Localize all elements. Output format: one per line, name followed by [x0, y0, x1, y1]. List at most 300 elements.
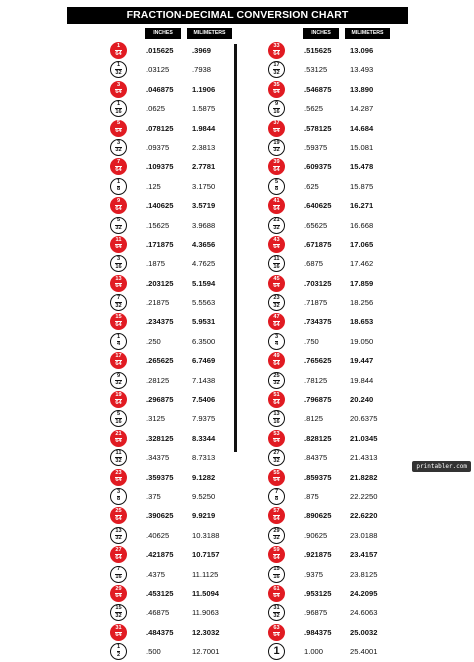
fraction-numerator: 5	[274, 178, 279, 185]
fraction-denominator: 64	[273, 283, 280, 290]
millimeter-value: 18.256	[348, 293, 375, 312]
fraction-numerator: 11	[115, 236, 122, 243]
fraction-numerator: 11	[115, 450, 122, 457]
inch-value: .6875	[302, 254, 325, 273]
fraction-badge	[110, 372, 127, 389]
fraction-numerator: 39	[273, 159, 280, 166]
inch-value: .125	[144, 177, 163, 196]
fraction-denominator: 32	[115, 302, 122, 309]
fraction-denominator: 64	[115, 166, 122, 173]
fraction-numerator: 19	[273, 139, 280, 146]
fraction-badge	[110, 255, 127, 272]
fraction-denominator: 32	[273, 457, 280, 464]
fraction-denominator: 64	[273, 89, 280, 96]
millimeter-value: 3.1750	[190, 177, 217, 196]
fraction-badge	[110, 158, 127, 175]
fraction-badge	[110, 100, 127, 117]
fraction-badge	[110, 313, 127, 330]
fraction-denominator: 64	[273, 360, 280, 367]
inch-value: .359375	[144, 468, 175, 487]
fraction-denominator: 32	[273, 535, 280, 542]
fraction-denominator: 64	[115, 50, 122, 57]
fraction-numerator: 41	[273, 198, 280, 205]
fraction-badge	[110, 585, 127, 602]
fraction-denominator: 64	[115, 515, 122, 522]
millimeter-value: 10.3188	[190, 526, 221, 545]
fraction-denominator: 32	[115, 535, 122, 542]
millimeter-value: 7.5406	[190, 390, 217, 409]
fraction-badge	[268, 527, 285, 544]
inch-value: .796875	[302, 390, 333, 409]
millimeter-value: 10.7157	[190, 545, 221, 564]
fraction-denominator: 64	[273, 205, 280, 212]
millimeter-value: 13.493	[348, 60, 375, 79]
fraction-numerator: 25	[273, 372, 280, 379]
fraction-denominator: 64	[115, 283, 122, 290]
fraction-badge	[268, 61, 285, 78]
millimeter-value: 20.240	[348, 390, 375, 409]
millimeter-value: 13.096	[348, 41, 375, 60]
fraction-badge	[110, 488, 127, 505]
fraction-denominator: 16	[115, 418, 122, 425]
inch-value: .453125	[144, 584, 175, 603]
fraction-denominator: 64	[115, 593, 122, 600]
inch-value: .500	[144, 642, 163, 661]
millimeter-value: .3969	[190, 41, 213, 60]
inch-value: .578125	[302, 119, 333, 138]
fraction-badge	[110, 61, 127, 78]
fraction-badge	[110, 566, 127, 583]
millimeter-value: 22.2250	[348, 487, 379, 506]
inch-value: .15625	[144, 216, 171, 235]
millimeter-value: 23.4157	[348, 545, 379, 564]
fraction-numerator: 7	[274, 488, 279, 495]
fraction-denominator: 32	[273, 380, 280, 387]
fraction-denominator: 64	[273, 632, 280, 639]
millimeter-value: 9.9219	[190, 506, 217, 525]
fraction-denominator: 16	[273, 108, 280, 115]
inch-value: .40625	[144, 526, 171, 545]
fraction-badge	[268, 469, 285, 486]
fraction-denominator: 32	[273, 612, 280, 619]
fraction-badge	[110, 333, 127, 350]
inch-value: .671875	[302, 235, 333, 254]
millimeters-header: MILIMETERS	[345, 28, 390, 39]
fraction-badge	[268, 643, 285, 660]
millimeter-value: 4.7625	[190, 254, 217, 273]
fraction-numerator: 59	[273, 547, 280, 554]
inch-value: .46875	[144, 603, 171, 622]
fraction-denominator: 64	[115, 438, 122, 445]
inch-value: .250	[144, 332, 163, 351]
fraction-denominator: 32	[115, 69, 122, 76]
fraction-denominator: 32	[115, 225, 122, 232]
fraction-badge	[268, 604, 285, 621]
millimeter-value: 19.050	[348, 332, 375, 351]
fraction-badge	[268, 488, 285, 505]
fraction-numerator: 17	[273, 62, 280, 69]
inch-value: .390625	[144, 506, 175, 525]
fraction-numerator: 15	[115, 605, 122, 612]
fraction-denominator: 64	[273, 438, 280, 445]
fraction-badge	[110, 275, 127, 292]
inch-value: .4375	[144, 565, 167, 584]
millimeter-value: 22.6220	[348, 506, 379, 525]
fraction-denominator: 64	[115, 321, 122, 328]
inch-value: .703125	[302, 274, 333, 293]
inch-value: .765625	[302, 351, 333, 370]
millimeter-value: .7938	[190, 60, 213, 79]
watermark: printabler.com	[412, 461, 471, 472]
inch-value: .546875	[302, 80, 333, 99]
fraction-numerator: 3	[116, 488, 121, 495]
fraction-badge	[268, 139, 285, 156]
fraction-numerator: 9	[116, 198, 121, 205]
fraction-denominator: 32	[273, 69, 280, 76]
fraction-badge	[268, 42, 285, 59]
inch-value: .8125	[302, 409, 325, 428]
fraction-numerator: 27	[273, 450, 280, 457]
inch-value: .984375	[302, 623, 333, 642]
millimeter-value: 4.3656	[190, 235, 217, 254]
fraction-badge	[110, 352, 127, 369]
millimeter-value: 12.3032	[190, 623, 221, 642]
fraction-numerator: 53	[273, 430, 280, 437]
inch-value: .640625	[302, 196, 333, 215]
millimeter-value: 24.6063	[348, 603, 379, 622]
millimeter-value: 9.5250	[190, 487, 217, 506]
fraction-numerator: 7	[116, 294, 121, 301]
inch-value: .5625	[302, 99, 325, 118]
millimeter-value: 20.6375	[348, 409, 379, 428]
millimeter-value: 23.8125	[348, 565, 379, 584]
inch-value: .890625	[302, 506, 333, 525]
fraction-badge	[268, 410, 285, 427]
millimeter-value: 23.0188	[348, 526, 379, 545]
inch-value: .750	[302, 332, 321, 351]
fraction-numerator: 21	[115, 430, 122, 437]
fraction-numerator: 5	[116, 411, 121, 418]
millimeter-value: 25.4001	[348, 642, 379, 661]
inch-value: .9375	[302, 565, 325, 584]
inches-header: INCHES	[145, 28, 181, 39]
inch-value: .046875	[144, 80, 175, 99]
fraction-numerator: 9	[274, 101, 279, 108]
inch-value: .53125	[302, 60, 329, 79]
inch-value: .140625	[144, 196, 175, 215]
fraction-denominator: 64	[273, 593, 280, 600]
fraction-denominator: 64	[115, 89, 122, 96]
inch-value: .734375	[302, 312, 333, 331]
inch-value: .484375	[144, 623, 175, 642]
fraction-badge	[110, 197, 127, 214]
inch-value: .234375	[144, 312, 175, 331]
fraction-denominator: 64	[115, 477, 122, 484]
fraction-denominator: 64	[273, 554, 280, 561]
millimeter-value: 16.271	[348, 196, 375, 215]
fraction-badge	[110, 469, 127, 486]
fraction-numerator: 15	[115, 314, 122, 321]
fraction-numerator: 35	[273, 81, 280, 88]
fraction-numerator: 1	[116, 62, 121, 69]
millimeter-value: 1.5875	[190, 99, 217, 118]
fraction-denominator: 8	[274, 186, 279, 193]
fraction-badge	[268, 294, 285, 311]
millimeter-value: 21.4313	[348, 448, 379, 467]
fraction-badge	[268, 255, 285, 272]
fraction-numerator: 29	[273, 527, 280, 534]
fraction-numerator: 31	[115, 624, 122, 631]
fraction-numerator: 13	[115, 275, 122, 282]
column-divider	[234, 44, 237, 452]
fraction-numerator: 11	[273, 256, 280, 263]
fraction-numerator: 45	[273, 275, 280, 282]
fraction-badge	[110, 449, 127, 466]
fraction-denominator: 32	[115, 380, 122, 387]
fraction-denominator: 16	[273, 574, 280, 581]
fraction-denominator: 2	[116, 651, 121, 658]
millimeter-value: 1.9844	[190, 119, 217, 138]
inch-value: .828125	[302, 429, 333, 448]
fraction-denominator: 8	[274, 496, 279, 503]
fraction-badge	[268, 178, 285, 195]
fraction-badge	[110, 236, 127, 253]
fraction-denominator: 64	[273, 515, 280, 522]
inch-value: .203125	[144, 274, 175, 293]
millimeter-value: 21.8282	[348, 468, 379, 487]
fraction-numerator: 63	[273, 624, 280, 631]
fraction-denominator: 32	[115, 457, 122, 464]
millimeter-value: 11.9063	[190, 603, 221, 622]
inch-value: .421875	[144, 545, 175, 564]
inch-value: .84375	[302, 448, 329, 467]
fraction-badge	[268, 372, 285, 389]
fraction-badge	[268, 100, 285, 117]
inch-value: .71875	[302, 293, 329, 312]
fraction-numerator: 13	[115, 527, 122, 534]
inch-value: 1.000	[302, 642, 325, 661]
fraction-badge	[110, 546, 127, 563]
fraction-numerator: 3	[274, 333, 279, 340]
inch-value: .09375	[144, 138, 171, 157]
inch-value: .375	[144, 487, 163, 506]
millimeter-value: 21.0345	[348, 429, 379, 448]
fraction-numerator: 57	[273, 508, 280, 515]
fraction-denominator: 64	[273, 477, 280, 484]
inch-value: .3125	[144, 409, 167, 428]
millimeter-value: 15.081	[348, 138, 375, 157]
inches-header: INCHES	[303, 28, 339, 39]
fraction-denominator: 64	[273, 399, 280, 406]
fraction-denominator: 64	[115, 244, 122, 251]
fraction-numerator: 49	[273, 353, 280, 360]
inch-value: .03125	[144, 60, 171, 79]
inch-value: .59375	[302, 138, 329, 157]
fraction-denominator: 16	[115, 263, 122, 270]
millimeter-value: 12.7001	[190, 642, 221, 661]
inch-value: .78125	[302, 371, 329, 390]
fraction-badge	[268, 352, 285, 369]
millimeter-value: 9.1282	[190, 468, 217, 487]
inch-value: .953125	[302, 584, 333, 603]
fraction-numerator: 3	[116, 139, 121, 146]
fraction-badge	[268, 449, 285, 466]
inch-value: .34375	[144, 448, 171, 467]
fraction-denominator: 64	[273, 50, 280, 57]
chart-title: FRACTION-DECIMAL CONVERSION CHART	[67, 7, 408, 24]
fraction-denominator: 64	[115, 632, 122, 639]
millimeter-value: 15.875	[348, 177, 375, 196]
inch-value: .015625	[144, 41, 175, 60]
fraction-denominator: 64	[115, 399, 122, 406]
fraction-numerator: 33	[273, 42, 280, 49]
fraction-denominator: 16	[273, 418, 280, 425]
fraction-numerator: 21	[273, 217, 280, 224]
fraction-badge	[110, 507, 127, 524]
fraction-denominator: 16	[115, 108, 122, 115]
fraction-denominator: 64	[115, 360, 122, 367]
millimeter-value: 19.844	[348, 371, 375, 390]
millimeter-value: 17.462	[348, 254, 375, 273]
fraction-denominator: 32	[273, 302, 280, 309]
millimeter-value: 8.7313	[190, 448, 217, 467]
inch-value: .96875	[302, 603, 329, 622]
fraction-numerator: 3	[116, 81, 121, 88]
millimeter-value: 6.3500	[190, 332, 217, 351]
fraction-denominator: 4	[116, 341, 121, 348]
fraction-denominator: 64	[273, 166, 280, 173]
millimeters-header: MILIMETERS	[187, 28, 232, 39]
fraction-denominator: 4	[274, 341, 279, 348]
millimeter-value: 7.9375	[190, 409, 217, 428]
fraction-denominator: 32	[273, 147, 280, 154]
inch-value: .21875	[144, 293, 171, 312]
millimeter-value: 8.3344	[190, 429, 217, 448]
fraction-badge	[268, 391, 285, 408]
fraction-badge	[110, 527, 127, 544]
fraction-badge	[110, 42, 127, 59]
millimeter-value: 11.5094	[190, 584, 221, 603]
fraction-badge	[268, 566, 285, 583]
fraction-badge	[110, 643, 127, 660]
fraction-badge	[110, 391, 127, 408]
fraction-badge	[268, 333, 285, 350]
fraction-numerator: 15	[273, 566, 280, 573]
fraction-numerator: 1	[116, 101, 121, 108]
fraction-denominator: 8	[116, 496, 121, 503]
fraction-numerator: 51	[273, 391, 280, 398]
millimeter-value: 17.859	[348, 274, 375, 293]
fraction-numerator: 25	[115, 508, 122, 515]
inch-value: .875	[302, 487, 321, 506]
fraction-numerator: 55	[273, 469, 280, 476]
millimeter-value: 24.2095	[348, 584, 379, 603]
millimeter-value: 2.7781	[190, 157, 217, 176]
inch-value: .609375	[302, 157, 333, 176]
millimeter-value: 14.287	[348, 99, 375, 118]
fraction-numerator: 61	[273, 585, 280, 592]
fraction-badge	[110, 178, 127, 195]
fraction-numerator: 37	[273, 120, 280, 127]
inch-value: .171875	[144, 235, 175, 254]
fraction-numerator: 9	[116, 372, 121, 379]
millimeter-value: 19.447	[348, 351, 375, 370]
millimeter-value: 6.7469	[190, 351, 217, 370]
millimeter-value: 7.1438	[190, 371, 217, 390]
fraction-numerator: 5	[116, 217, 121, 224]
fraction-badge	[268, 313, 285, 330]
millimeter-value: 5.5563	[190, 293, 217, 312]
fraction-badge	[268, 624, 285, 641]
fraction-denominator: 64	[273, 244, 280, 251]
fraction-denominator: 16	[115, 574, 122, 581]
fraction-badge	[110, 217, 127, 234]
fraction-denominator: 64	[115, 205, 122, 212]
fraction-badge	[268, 430, 285, 447]
inch-value: .0625	[144, 99, 167, 118]
fraction-denominator: 64	[115, 554, 122, 561]
fraction-numerator: 17	[115, 353, 122, 360]
inch-value: .859375	[302, 468, 333, 487]
fraction-badge	[110, 120, 127, 137]
inch-value: .625	[302, 177, 321, 196]
fraction-numerator: 23	[273, 294, 280, 301]
inch-value: .265625	[144, 351, 175, 370]
fraction-badge	[268, 546, 285, 563]
fraction-badge	[268, 585, 285, 602]
fraction-denominator: 64	[115, 128, 122, 135]
fraction-numerator: 7	[116, 566, 121, 573]
fraction-numerator: 1	[116, 178, 121, 185]
millimeter-value: 17.065	[348, 235, 375, 254]
millimeter-value: 2.3813	[190, 138, 217, 157]
inch-value: .921875	[302, 545, 333, 564]
millimeter-value: 11.1125	[190, 565, 220, 584]
millimeter-value: 13.890	[348, 80, 375, 99]
inch-value: .328125	[144, 429, 175, 448]
millimeter-value: 3.5719	[190, 196, 217, 215]
fraction-badge	[110, 81, 127, 98]
fraction-numerator: 1	[273, 645, 280, 658]
fraction-badge	[268, 120, 285, 137]
fraction-denominator: 32	[273, 225, 280, 232]
fraction-numerator: 3	[116, 256, 121, 263]
fraction-badge	[110, 430, 127, 447]
fraction-badge	[110, 410, 127, 427]
fraction-denominator: 8	[116, 186, 121, 193]
fraction-numerator: 5	[116, 120, 121, 127]
millimeter-value: 15.478	[348, 157, 375, 176]
inch-value: .28125	[144, 371, 171, 390]
fraction-badge	[268, 197, 285, 214]
millimeter-value: 1.1906	[190, 80, 217, 99]
fraction-badge	[268, 158, 285, 175]
inch-value: .1875	[144, 254, 167, 273]
fraction-badge	[110, 624, 127, 641]
inch-value: .296875	[144, 390, 175, 409]
fraction-numerator: 13	[273, 411, 280, 418]
fraction-numerator: 43	[273, 236, 280, 243]
inch-value: .109375	[144, 157, 175, 176]
fraction-numerator: 1	[116, 42, 121, 49]
fraction-denominator: 16	[273, 263, 280, 270]
millimeter-value: 14.684	[348, 119, 375, 138]
fraction-denominator: 32	[115, 147, 122, 154]
millimeter-value: 16.668	[348, 216, 375, 235]
fraction-badge	[268, 217, 285, 234]
fraction-badge	[268, 236, 285, 253]
millimeter-value: 25.0032	[348, 623, 379, 642]
